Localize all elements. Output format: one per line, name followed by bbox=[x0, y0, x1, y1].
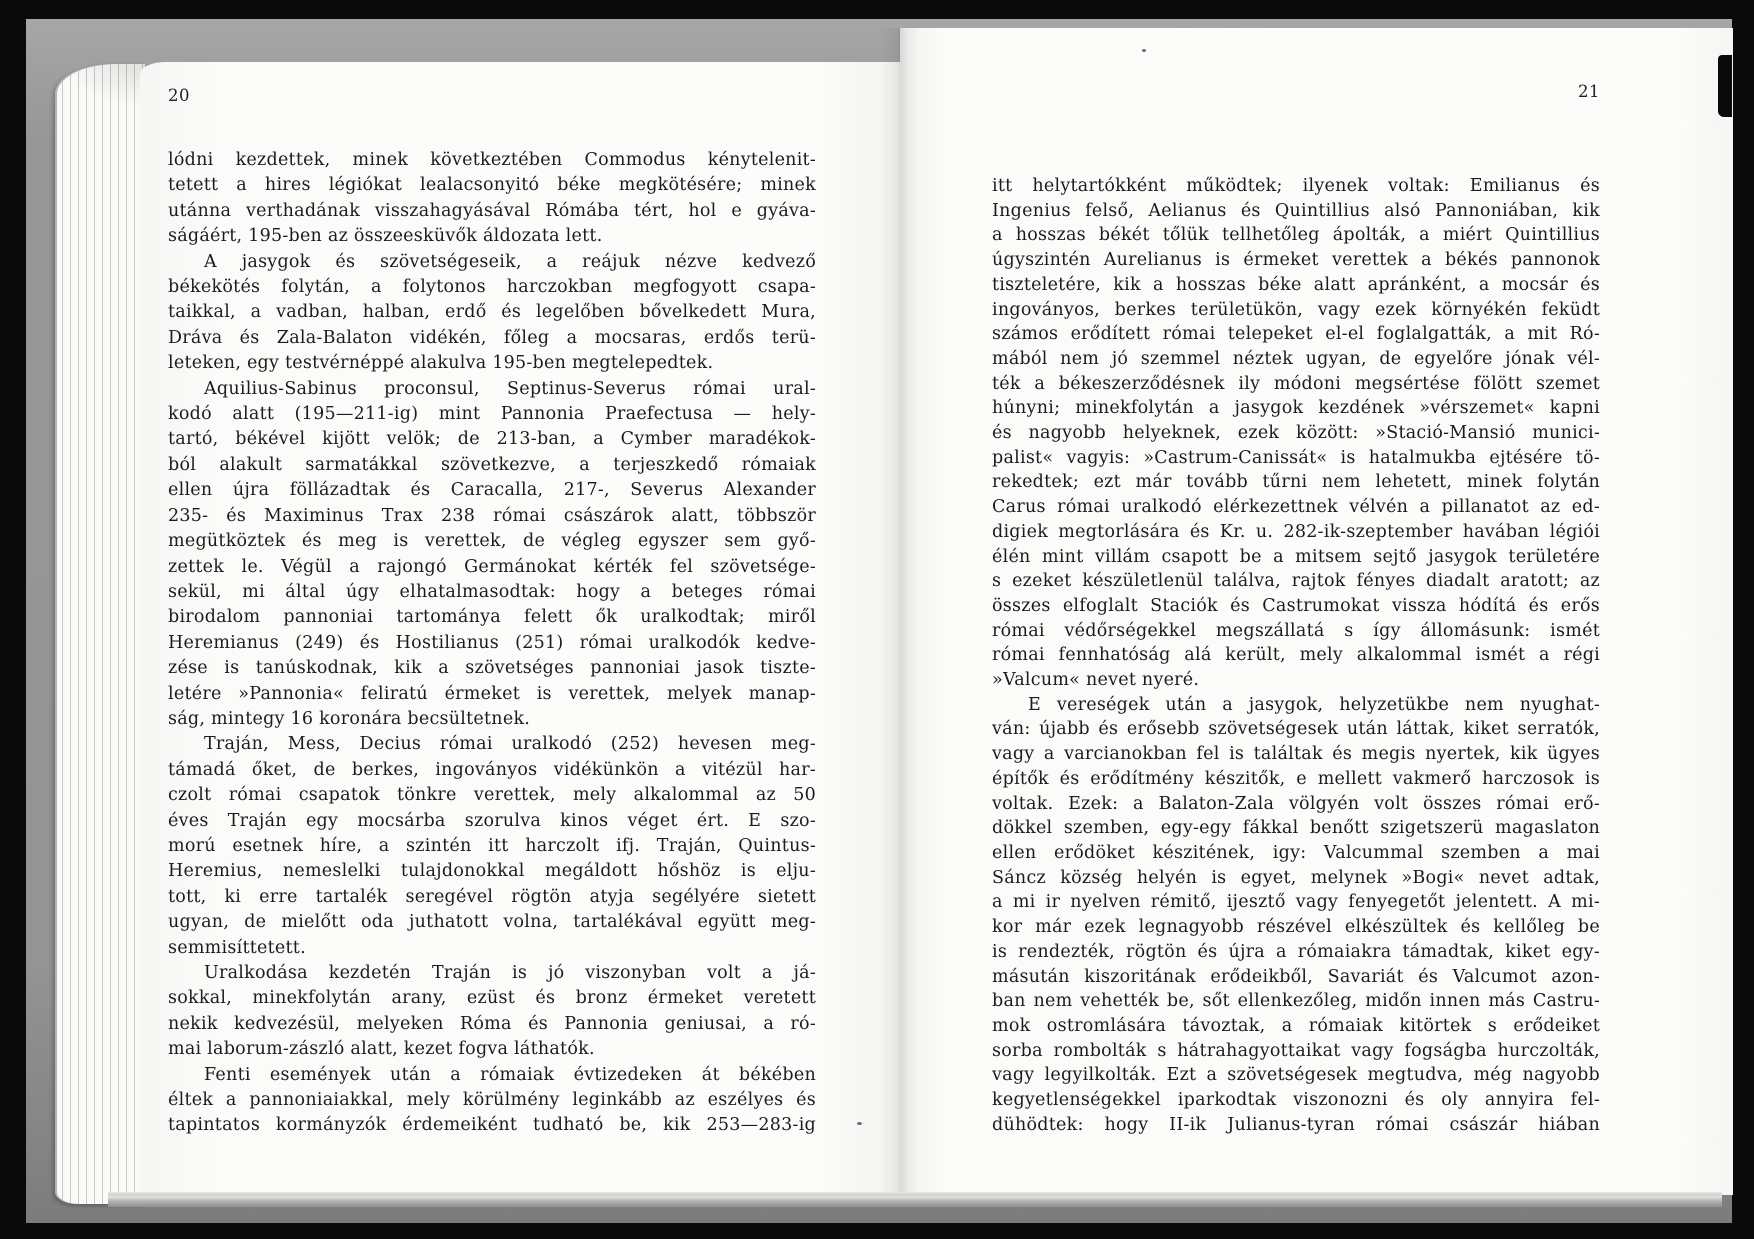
right-page-text bbox=[992, 174, 1600, 1137]
right-page bbox=[900, 28, 1733, 1195]
text-line: lódni kezdettek, minek következtében Commodus kénytelenit- bbox=[168, 150, 816, 170]
page-number-left: 20 bbox=[168, 86, 190, 105]
text-line: a hosszas békét tőlük tellhetőleg ápolták, a miért Quintillius bbox=[992, 225, 1600, 246]
text-line: Fenti események után a rómaiak évtizedeken át békében bbox=[204, 1064, 816, 1085]
text-line: ték a békeszerződésnek ily módoni megsértése fölött szemet bbox=[992, 373, 1600, 394]
text-line: tiszteletére, kik a hosszas béke alatt apránként, a mocsár és bbox=[992, 274, 1600, 295]
text-line: »Valcum« nevet nyeré. bbox=[992, 670, 1200, 691]
text-line: támadá őket, de berkes, ingoványos vidékünkön a vitézül har- bbox=[168, 759, 816, 780]
text-line: digiek megtorlására és Kr. u. 282-ik-szeptember havában légiói bbox=[992, 521, 1600, 542]
text-line: másután kiszoritának erődeikből, Savariát és Valcumot azon- bbox=[992, 966, 1600, 987]
text-line: megütköztek és meg is verettek, de végleg egyszer sem győ- bbox=[168, 531, 816, 552]
text-line: római védőrségekkel megszállatá s így állomásunk: ismét bbox=[992, 620, 1600, 641]
scan-speck bbox=[857, 1122, 862, 1125]
text-line: Heremianus (249) és Hostilianus (251) római uralkodók kedve- bbox=[168, 632, 816, 653]
text-line: E vereségek után a jasygok, helyzetükbe nem nyughat- bbox=[1028, 694, 1600, 715]
text-line: zése is tanúskodnak, kik a szövetséges pannoniai jasok tiszte- bbox=[168, 658, 816, 679]
left-page bbox=[140, 62, 900, 1195]
text-line: czolt római csapatok tönkre verettek, mely alkalommal az 50 bbox=[168, 785, 816, 806]
text-line: dökkel szemben, egy-egy fákkal benőtt szigetszerü magaslaton bbox=[992, 818, 1600, 839]
text-line: Traján, Mess, Decius római uralkodó (252) hevesen meg- bbox=[204, 734, 816, 755]
text-line: ság, mintegy 16 koronára becsültetnek. bbox=[168, 708, 531, 729]
text-line: ellen erődöket készitének, igy: Valcummal szemben a mai bbox=[992, 842, 1600, 863]
text-line: Dráva és Zala-Balaton vidékén, főleg a mocsaras, erdős terü- bbox=[168, 327, 816, 348]
text-line: semmisíttetett. bbox=[168, 937, 306, 958]
text-line: ellen újra föllázadtak és Caracalla, 217-, Severus Alexander bbox=[168, 480, 816, 501]
text-line: palist« vagyis: »Castrum-Canissát« is hatalmukba ejtésére tö- bbox=[992, 447, 1600, 468]
text-line: építők és erődítmény készitők, e mellett vakmerő harczosok is bbox=[992, 768, 1600, 789]
scan-speck bbox=[1142, 49, 1146, 52]
text-line: sorba rombolták s hátrahagyottaikat vagy fogságba hurczolták, bbox=[992, 1040, 1600, 1061]
text-line: élén mint villám csapott be a mitsem sejtő jasygok területére bbox=[992, 546, 1600, 567]
text-line: A jasygok és szövetségeseik, a reájuk nézve kedvező bbox=[204, 251, 816, 272]
text-line: nekik kedvezésül, melyeken Róma és Pannonia geniusai, a ró- bbox=[168, 1013, 816, 1034]
page-edge-stack-bottom bbox=[108, 1192, 1722, 1207]
text-line: mából nem jó szemmel néztek ugyan, de egyelőre jónak vél- bbox=[992, 348, 1600, 369]
text-line: 235- és Maximinus Trax 238 római császárok alatt, többször bbox=[168, 505, 816, 526]
text-line: ban nem vehették be, sőt ellenkezőleg, midőn innen más Castru- bbox=[992, 991, 1600, 1012]
left-page-text bbox=[168, 148, 816, 1139]
text-line: vagy legyilkolták. Ezt a szövetségesek megtudva, még nagyobb bbox=[992, 1065, 1600, 1086]
text-line: békekötés folytán, a folytonos harczokban megfogyott csapa- bbox=[168, 277, 816, 298]
text-line: vagy a varcianokban fel is találtak és megis nyertek, kik ügyes bbox=[992, 744, 1600, 765]
text-line: letére »Pannonia« feliratú érmeket is verettek, melyek manap- bbox=[168, 683, 816, 704]
text-line: Heremius, nemeslelki tulajdonokkal megáldott hőshöz is elju- bbox=[168, 861, 816, 882]
text-line: sokkal, minekfolytán arany, ezüst és bronz érmeket veretett bbox=[168, 988, 816, 1009]
text-line: húnyni; minekfolytán a jasygok kezdének »vérszemet« kapni bbox=[992, 398, 1600, 419]
text-line: leteken, egy testvérnéppé alakulva 195-ben megtelepedtek. bbox=[168, 353, 714, 374]
text-line: számos erődített római telepeket el-el foglalgatták, a mit Ró- bbox=[992, 324, 1600, 345]
text-line: ból alakult sarmatákkal szövetkezve, a terjeszkedő rómaiak bbox=[168, 454, 816, 475]
text-line: Carus római uralkodó elérkezettnek vélvén a pillanatot az ed- bbox=[992, 497, 1600, 518]
text-line: mai laborum-zászló alatt, kezet fogva láthatók. bbox=[168, 1039, 595, 1060]
text-line: úgyszintén Aurelianus is érmeket verettek a békés pannonok bbox=[992, 250, 1600, 271]
text-line: rekedtek; ezt már tovább tűrni nem lehetett, minek folytán bbox=[992, 472, 1600, 493]
text-line: és nagyobb helyeknek, ezek között: »Stació-Mansió munici- bbox=[992, 423, 1600, 444]
text-line: mok ostromlására távoztak, a rómaiak kitörtek s erődeiket bbox=[992, 1015, 1600, 1036]
text-line: tott, ki erre tartalék seregével rögtön atyja segélyére sietett bbox=[168, 886, 816, 907]
text-line: dühödtek: hogy II-ik Julianus-tyran római császár hiában bbox=[992, 1114, 1600, 1135]
text-line: morú esetnek híre, a szintén itt harczolt ifj. Traján, Quintus- bbox=[168, 835, 816, 856]
text-line: voltak. Ezek: a Balaton-Zala völgyén volt összes római erő- bbox=[992, 793, 1600, 814]
text-line: kodó alatt (195—211-ig) mint Pannonia Praefectusa — hely- bbox=[168, 404, 816, 425]
text-line: római fennhatóság alá került, mely alkalommal ismét a régi bbox=[992, 645, 1600, 666]
text-line: taikkal, a vadban, halban, erdő és legelőben bővelkedett Mura, bbox=[168, 302, 816, 323]
text-line: ingoványos, berkes területükön, vagy ezek környékén feküdt bbox=[992, 299, 1600, 320]
text-line: éves Traján egy mocsárba szorulva kinos véget ért. E szo- bbox=[168, 810, 816, 831]
text-line: sekül, mi által úgy elhatalmasodtak: hogy a beteges római bbox=[168, 581, 816, 602]
text-line: is rendezték, rögtön és újra a rómaiakra támadtak, kiket egy- bbox=[992, 941, 1600, 962]
text-line: itt helytartókként működtek; ilyenek voltak: Emilianus és bbox=[992, 176, 1600, 196]
text-line: ságáért, 195-ben az összeesküvők áldozata lett. bbox=[168, 226, 603, 247]
text-line: összes elfoglalt Staciók és Castrumokat vissza hódítá és erős bbox=[992, 595, 1600, 616]
text-line: zettek le. Végül a rajongó Germánokat kérték fel szövetsége- bbox=[168, 556, 816, 577]
page-number-right: 21 bbox=[1578, 82, 1600, 101]
text-line: a mi ir nyelven rémitő, ijesztő vagy fenyegetőt jelentett. A mi- bbox=[992, 892, 1600, 913]
text-line: ván: újabb és erősebb szövetségesek után láttak, kiket serratók, bbox=[992, 719, 1600, 740]
text-line: utánna verthadának visszahagyásával Rómába tért, hol e gyáva- bbox=[168, 200, 816, 221]
text-line: s ezeket készületlenül találva, rajtok fényes diadalt aratott; az bbox=[992, 571, 1600, 592]
text-line: kegyetlenségekkel iparkodtak viszonozni és oly annyira fel- bbox=[992, 1090, 1600, 1111]
text-line: tapintatos kormányzók érdemeiként tudható be, kik 253—283-ig bbox=[168, 1115, 816, 1136]
text-line: éltek a pannoniaiakkal, mely körülmény leginkább az eszélyes és bbox=[168, 1090, 816, 1111]
text-line: Aquilius-Sabinus proconsul, Septinus-Severus római ural- bbox=[204, 378, 816, 399]
page-edge-stack-left bbox=[55, 64, 145, 1204]
scan-frame-notch bbox=[1718, 55, 1732, 117]
text-line: birodalom pannoniai tartománya felett ők uralkodtak; miről bbox=[168, 607, 816, 628]
text-line: Sáncz község helyén is egyet, melynek »Bogi« nevet adtak, bbox=[992, 867, 1600, 888]
text-line: tartó, békével kijött velök; de 213-ban, a Cymber maradékok- bbox=[168, 429, 816, 450]
text-line: tetett a hires légiókat lealacsonyitó béke megkötésére; minek bbox=[168, 175, 816, 196]
text-line: Ingenius felső, Aelianus és Quintillius alsó Pannoniában, kik bbox=[992, 200, 1600, 221]
text-line: Uralkodása kezdetén Traján is jó viszonyban volt a já- bbox=[204, 963, 816, 983]
text-line: ugyan, de mielőtt oda juthatott volna, tartalékával együtt meg- bbox=[168, 912, 816, 933]
text-line: kor már ezek legnagyobb részével elkészültek és kellőleg be bbox=[992, 917, 1600, 938]
